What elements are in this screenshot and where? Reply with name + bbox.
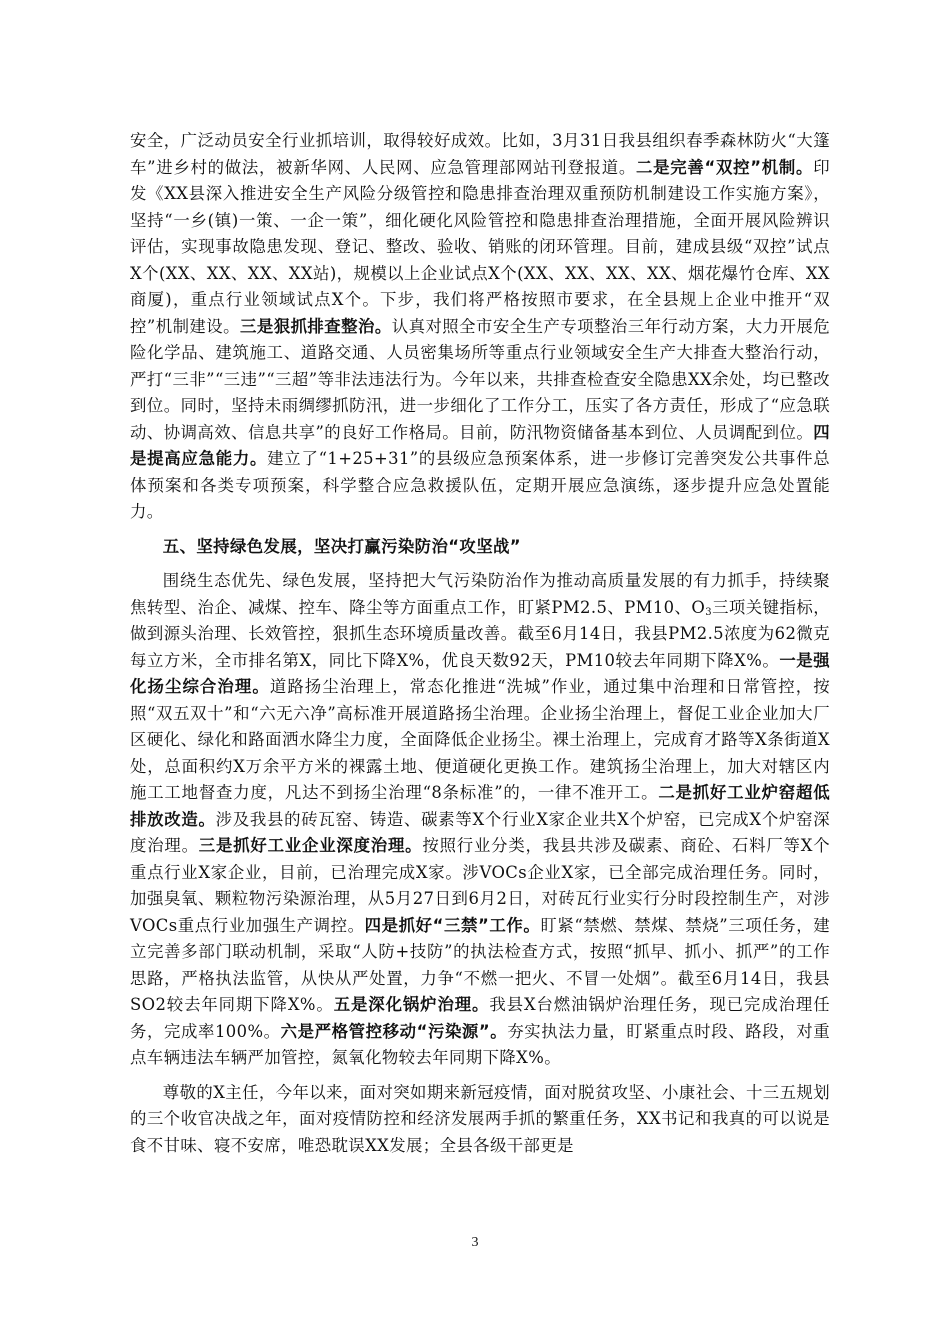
text-segment: 盯紧“禁燃、禁煤、禁烧”三项任务，建立完善多部门联动机制，采取“人防+技防”的执法检查方式，按照“抓早、抓小、抓严”的工作思路，严格执法监管，从快从严处置，力争“不燃一把火、不冒一处烟”。截至6月14日，我县SO2较去年同期下降X%。 bbox=[130, 915, 830, 1014]
text-segment: 认真对照全市安全生产专项整治三年行动方案，大力开展危险化学品、建筑施工、道路交通、人员密集场所等重点行业领域安全生产大排查大整治行动，严打“三非”“三违”“三超”等非法违法行为。今年以来，共排查检查安全隐患XX余处，均已整改到位。同时，坚持未雨绸缪抓防汛，进一步细化了工作分工，压实了各方责任，形成了“应急联动、协调高效、信息共享”的良好工作格局。目前，防汛物资储备基本到位、人员调配到位。 bbox=[130, 316, 830, 442]
text-segment: 建立了“1+25+31”的县级应急预案体系，进一步修订完善突发公共事件总体预案和各类专项预案，科学整合应急救援队伍，定期开展应急演练，逐步提升应急处置能力。 bbox=[130, 449, 831, 521]
bold-point-2: 二是完善“双控”机制。 bbox=[635, 157, 814, 177]
bold-point-3: 三是抓好工业企业深度治理。 bbox=[198, 836, 423, 855]
bold-point-3: 三是狠抓排查整治。 bbox=[240, 316, 392, 336]
text-segment: 按照行业分类，我县共涉及碳素、商砼、石料厂等X个重点行业X家企业，目前，已治理完成X家。涉VOCs企业X家，已全部完成治理任务。同时，加强臭氧、颗粒物污染源治理，从5月27日到6月2日，对砖瓦行业实行分时段控制生产，对涉VOCs重点行业加强生产调控。 bbox=[130, 836, 830, 935]
bold-point-6: 六是严格管控移动“污染源”。 bbox=[280, 1021, 508, 1041]
document-body bbox=[130, 128, 830, 1159]
section-heading-5: 五、坚持绿色发展，坚决打赢污染防治“攻坚战” bbox=[162, 536, 521, 556]
bold-point-2: 二是抓好工业炉窑超低排放改造。 bbox=[130, 783, 830, 829]
text-segment: 围绕生态优先、绿色发展，坚持把大气污染防治作为推动高质量发展的有力抓手，持续聚焦转型、治企、减煤、控车、降尘等方面重点工作，盯紧PM2.5、PM10、O bbox=[130, 571, 830, 617]
bold-point-1: 一是强化扬尘综合治理。 bbox=[130, 650, 830, 696]
paragraph-closing bbox=[130, 1080, 830, 1160]
text-segment: 道路扬尘治理上，常态化推进“洗城”作业，通过集中治理和日常管控，按照“双五双十”和“六无六净”高标准开展道路扬尘治理。企业扬尘治理上，督促工业企业加大厂区硬化、绿化和路面洒水降尘力度，全面降低企业扬尘。裸土治理上，完成育才路等X条街道X处，总面积约X万余平方米的裸露土地、便道硬化更换工作。建筑扬尘治理上，加大对辖区内施工工地督查力度，凡达不到扬尘治理“8条标准”的，一律不准开工。 bbox=[130, 677, 830, 802]
text-segment: 安全，广泛动员安全行业抓培训，取得较好成效。比如，3月31日我县组织春季森林防火“大篷车”进乡村的做法，被新华网、人民网、应急管理部网站刊登报道。 bbox=[130, 131, 830, 177]
bold-point-4: 四是抓好“三禁”工作。 bbox=[364, 915, 541, 935]
text-segment: 尊敬的X主任，今年以来，面对突如期来新冠疫情，面对脱贫攻坚、小康社会、十三五规划的三个收官决战之年，面对疫情防控和经济发展两手抓的繁重任务，XX书记和我真的可以说是食不甘味、寝不安席，唯恐耽误XX发展；全县各级干部更是 bbox=[130, 1082, 830, 1155]
subscript-3: 3 bbox=[705, 606, 712, 618]
paragraph-pollution-control bbox=[130, 568, 830, 1072]
text-segment: 我县X台燃油锅炉治理任务，现已完成治理任务，完成率100%。 bbox=[130, 995, 831, 1041]
text-segment: 夯实执法力量，盯紧重点时段、路段，对重点车辆违法车辆严加管控，氮氧化物较去年同期下降X%。 bbox=[130, 1021, 830, 1067]
page-number: 3 bbox=[471, 1235, 479, 1250]
text-segment: 涉及我县的砖瓦窑、铸造、碳素等X个行业X家企业共X个炉窑，已完成X个炉窑深度治理。 bbox=[130, 809, 830, 855]
bold-point-5: 五是深化锅炉治理。 bbox=[333, 995, 490, 1014]
paragraph-safety-continued bbox=[130, 128, 830, 526]
text-segment: 三项关键指标，做到源头治理、长效管控，狠抓生态环境质量改善。截至6月14日，我县PM2.5浓度为62微克每立方米，全市排名第X，同比下降X%，优良天数92天，PM10较去年同期下降X%。 bbox=[130, 597, 830, 670]
text-segment: 印发《XX县深入推进安全生产风险分级管控和隐患排查治理双重预防机制建设工作实施方案》，坚持“一乡(镇)一策、一企一策”，细化硬化风险管控和隐患排查治理措施，全面开展风险辨识评估，实现事故隐患发现、登记、整改、验收、销账的闭环管理。目前，建成县级“双控”试点X个(XX、XX、XX、XX站)，规模以上企业试点X个(XX、XX、XX、XX、烟花爆竹仓库、XX商厦)，重点行业领域试点X个。下步，我们将严格按照市要求，在全县规上企业中推开“双控”机制建设。 bbox=[130, 157, 830, 336]
bold-point-4: 四是提高应急能力。 bbox=[130, 422, 830, 468]
